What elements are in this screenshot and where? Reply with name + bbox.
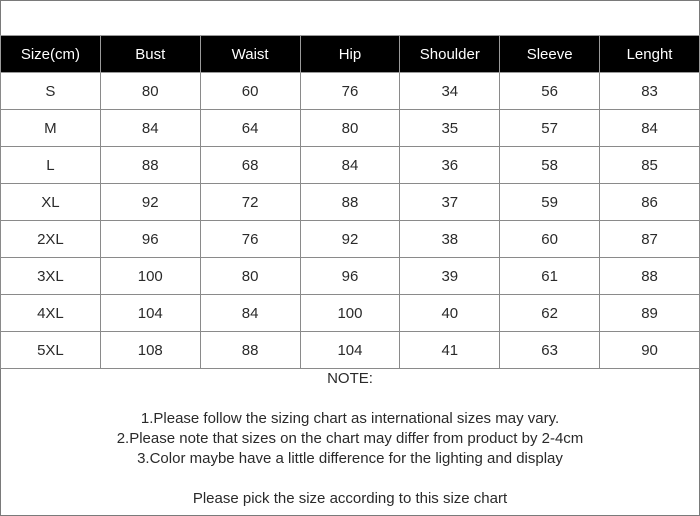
note-line-2: 2.Please note that sizes on the chart may differ from product by 2-4cm <box>116 430 584 447</box>
table-row <box>1 110 700 147</box>
table-cell: 86 <box>600 184 700 221</box>
table-cell: 59 <box>500 184 600 221</box>
size-chart-table <box>0 35 700 369</box>
table-cell: 64 <box>200 110 300 147</box>
note-spacer <box>0 469 700 489</box>
table-cell: 38 <box>400 221 500 258</box>
table-cell: 35 <box>400 110 500 147</box>
table-cell: 57 <box>500 110 600 147</box>
table-cell: 96 <box>300 258 400 295</box>
table-cell: 60 <box>500 221 600 258</box>
table-cell: 83 <box>600 73 700 110</box>
table-cell: 80 <box>300 110 400 147</box>
header-row <box>1 36 700 73</box>
table-row <box>1 332 700 369</box>
note-spacer <box>0 389 700 409</box>
table-row <box>1 221 700 258</box>
table-cell: 89 <box>600 295 700 332</box>
table-cell: 76 <box>200 221 300 258</box>
table-cell: 84 <box>200 295 300 332</box>
table-cell: 56 <box>500 73 600 110</box>
notes-section <box>0 369 700 509</box>
note-footer: Please pick the size according to this size chart <box>192 490 508 507</box>
table-cell: 104 <box>300 332 400 369</box>
header-cell-shoulder: Shoulder <box>400 36 500 73</box>
table-cell: 92 <box>300 221 400 258</box>
header-cell-sleeve: Sleeve <box>500 36 600 73</box>
table-cell: 58 <box>500 147 600 184</box>
table-cell: 87 <box>600 221 700 258</box>
table-cell: M <box>1 110 101 147</box>
table-cell: 5XL <box>1 332 101 369</box>
table-cell: 88 <box>600 258 700 295</box>
table-cell: 92 <box>100 184 200 221</box>
header-cell-size: Size(cm) <box>1 36 101 73</box>
table-cell: 63 <box>500 332 600 369</box>
table-cell: 3XL <box>1 258 101 295</box>
table-cell: S <box>1 73 101 110</box>
table-row <box>1 184 700 221</box>
table-cell: 104 <box>100 295 200 332</box>
table-cell: 88 <box>100 147 200 184</box>
table-cell: 2XL <box>1 221 101 258</box>
header-cell-length: Lenght <box>600 36 700 73</box>
note-line-3: 3.Color maybe have a little difference for the lighting and display <box>137 450 563 467</box>
header-cell-bust: Bust <box>100 36 200 73</box>
table-row <box>1 258 700 295</box>
table-cell: 85 <box>600 147 700 184</box>
size-chart-header <box>1 36 700 73</box>
table-cell: 108 <box>100 332 200 369</box>
table-cell: 88 <box>200 332 300 369</box>
table-row <box>1 147 700 184</box>
table-cell: 68 <box>200 147 300 184</box>
table-cell: 96 <box>100 221 200 258</box>
header-cell-hip: Hip <box>300 36 400 73</box>
note-line-1: 1.Please follow the sizing chart as international sizes may vary. <box>140 410 560 427</box>
table-cell: 34 <box>400 73 500 110</box>
table-cell: 41 <box>400 332 500 369</box>
table-cell: 84 <box>100 110 200 147</box>
table-cell: 80 <box>100 73 200 110</box>
table-cell: 4XL <box>1 295 101 332</box>
table-cell: 72 <box>200 184 300 221</box>
header-cell-waist: Waist <box>200 36 300 73</box>
table-cell: 36 <box>400 147 500 184</box>
table-cell: XL <box>1 184 101 221</box>
note-title: NOTE: <box>327 370 373 387</box>
table-cell: 39 <box>400 258 500 295</box>
table-cell: 88 <box>300 184 400 221</box>
table-cell: 84 <box>600 110 700 147</box>
table-cell: L <box>1 147 101 184</box>
table-cell: 62 <box>500 295 600 332</box>
table-cell: 37 <box>400 184 500 221</box>
table-cell: 80 <box>200 258 300 295</box>
table-row <box>1 295 700 332</box>
size-chart-body <box>1 73 700 369</box>
table-cell: 40 <box>400 295 500 332</box>
table-cell: 60 <box>200 73 300 110</box>
table-cell: 84 <box>300 147 400 184</box>
table-cell: 90 <box>600 332 700 369</box>
table-cell: 100 <box>100 258 200 295</box>
table-cell: 76 <box>300 73 400 110</box>
table-row <box>1 73 700 110</box>
table-cell: 100 <box>300 295 400 332</box>
table-cell: 61 <box>500 258 600 295</box>
